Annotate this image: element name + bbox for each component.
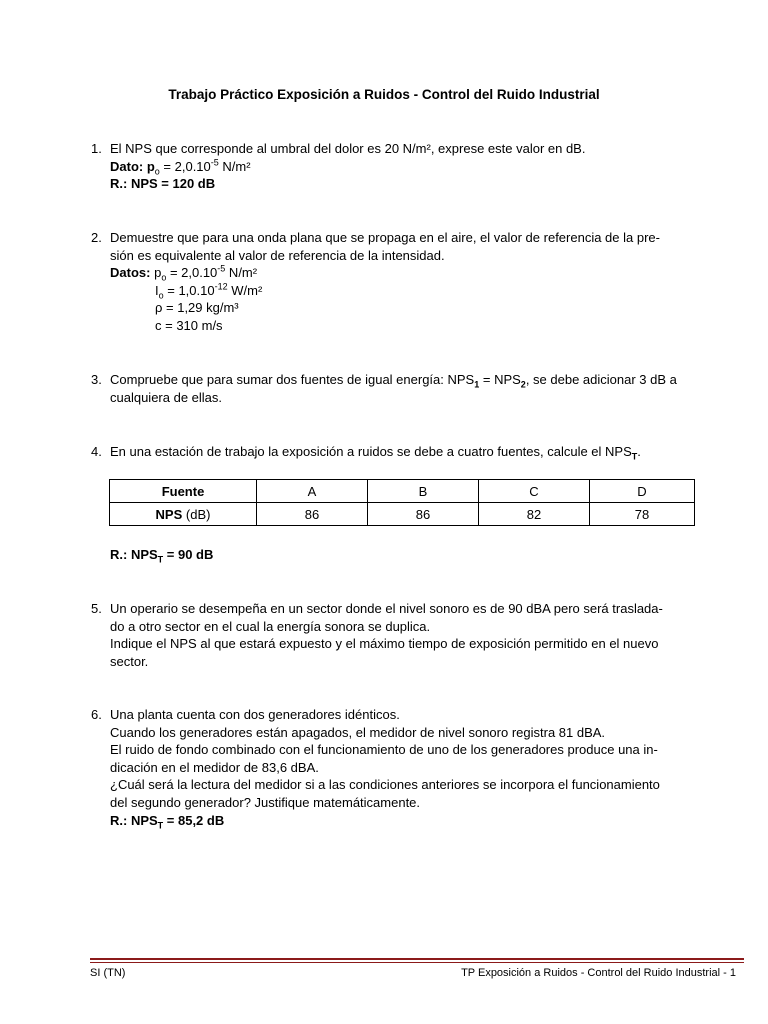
question-number: 3. bbox=[91, 372, 102, 387]
question-text-line: Una planta cuenta con dos generadores idénticos. bbox=[110, 707, 400, 722]
question-text-line: Un operario se desempeña en un sector donde el nivel sonoro es de 90 dBA pero será traslada- bbox=[110, 601, 663, 616]
document-title: Trabajo Práctico Exposición a Ruidos - Control del Ruido Industrial bbox=[168, 87, 600, 102]
question-5 bbox=[91, 600, 713, 670]
footer-rule bbox=[90, 958, 744, 960]
given-data-speed: c = 310 m/s bbox=[155, 317, 223, 333]
table-header-row bbox=[110, 480, 695, 503]
question-4 bbox=[91, 443, 713, 461]
question-number: 4. bbox=[91, 444, 102, 459]
table-header-cell: C bbox=[479, 480, 590, 503]
given-data-density: ρ = 1,29 kg/m³ bbox=[155, 300, 239, 316]
table-header-cell: D bbox=[590, 480, 695, 503]
question-text-line: Indique el NPS al que estará expuesto y el máximo tiempo de exposición permitido en el nuevo bbox=[110, 636, 659, 652]
answer: R.: NPS = 120 dB bbox=[110, 176, 216, 192]
question-text-line: del segundo generador? Justifique matemáticamente. bbox=[110, 794, 421, 810]
question-text: En una estación de trabajo la exposición a ruidos se debe a cuatro fuentes, calcule el $NPS_T$. bbox=[110, 444, 641, 462]
question-text-line: cualquiera de ellas. bbox=[110, 389, 223, 405]
footer-left-text: SI (TN) bbox=[90, 967, 126, 979]
question-text-line: sión es equivalente al valor de referencia de la intensidad. bbox=[110, 247, 445, 263]
question-text-line: Cuando los generadores están apagados, el medidor de nivel sonoro registra 81 dBA. bbox=[110, 724, 606, 740]
table-cell: 86 bbox=[368, 503, 479, 526]
table-cell: 82 bbox=[479, 503, 590, 526]
question-number: 2. bbox=[91, 230, 102, 245]
question-number: 5. bbox=[91, 601, 102, 616]
table-header-cell: B bbox=[368, 480, 479, 503]
given-data-intensity: $I_o = 1,0.10^{-12}$ W/m² bbox=[155, 281, 263, 301]
footer-right-text: TP Exposición a Ruidos - Control del Ruido Industrial - 1 bbox=[461, 967, 736, 979]
given-data-pressure: Datos: $p_o = 2,0.10^{-5}$ N/m² bbox=[110, 263, 258, 283]
question-text-line: Demuestre que para una onda plana que se propaga en el aire, el valor de referencia de la pre- bbox=[110, 230, 660, 245]
question-2 bbox=[91, 229, 713, 335]
table-header-cell: A bbox=[257, 480, 368, 503]
question-1 bbox=[91, 140, 713, 193]
given-data: Dato: $p_o = 2,0.10^{-5}$ N/m² bbox=[110, 157, 251, 177]
question-text-line: Compruebe que para sumar dos fuentes de igual energía: $NPS_1 = NPS_2$, se debe adicionar 3 dB a bbox=[110, 372, 677, 390]
sources-table bbox=[109, 479, 695, 526]
question-text-line: do a otro sector en el cual la energía sonora se duplica. bbox=[110, 618, 431, 634]
table-cell: 86 bbox=[257, 503, 368, 526]
question-text: El NPS que corresponde al umbral del dolor es 20 N/m², exprese este valor en dB. bbox=[110, 141, 586, 156]
question-number: 1. bbox=[91, 141, 102, 156]
question-6 bbox=[91, 706, 713, 829]
question-text-line: El ruido de fondo combinado con el funcionamiento de uno de los generadores produce una in- bbox=[110, 742, 658, 758]
answer: R.: $NPS_T = 85,2$ dB bbox=[110, 812, 225, 831]
question-number: 6. bbox=[91, 707, 102, 722]
table-cell: 78 bbox=[590, 503, 695, 526]
question-text-line: dicación en el medidor de 83,6 dBA. bbox=[110, 759, 319, 775]
question-text-line: ¿Cuál será la lectura del medidor si a las condiciones anteriores se incorpora el funcionamiento bbox=[110, 777, 660, 793]
table-row bbox=[110, 503, 695, 526]
question-3 bbox=[91, 371, 713, 406]
question-text-line: sector. bbox=[110, 653, 149, 669]
answer-4: R.: $NPS_T = 90$ dB bbox=[110, 547, 214, 565]
footer-rule-thin bbox=[90, 962, 744, 963]
table-header-cell: Fuente bbox=[110, 480, 257, 503]
table-row-label: NPS (dB) bbox=[110, 503, 257, 526]
